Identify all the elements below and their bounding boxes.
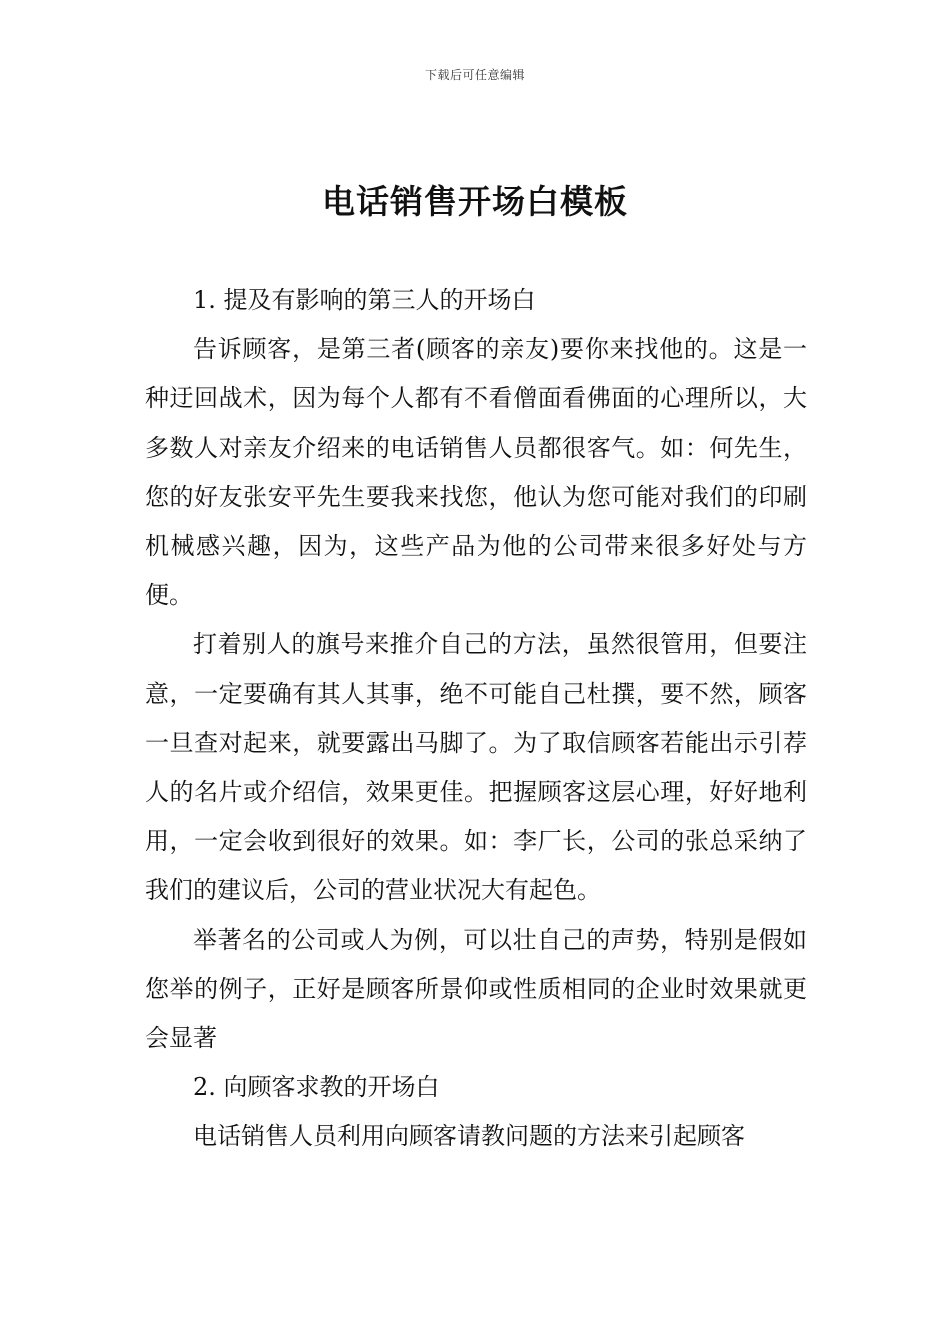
document-title: 电话销售开场白模板: [322, 182, 628, 221]
section-heading-2: 2. 向顾客求教的开场白: [193, 1073, 440, 1102]
paragraph: 打着别人的旗号来推介自己的方法，虽然很管用，但要注意，一定要确有其人其事，绝不可能自己杜撰，要不然，顾客一旦查对起来，就要露出马脚了。为了取信顾客若能出示引荐人的名片或介绍信，效果更佳。把握顾客这层心理，好好地利用，一定会收到很好的效果。如：李厂长，公司的张总采纳了我们的建议后，公司的营业状况大有起色。: [145, 630, 807, 905]
paragraph: 举著名的公司或人为例，可以壮自己的声势，特别是假如您举的例子，正好是顾客所景仰或性质相同的企业时效果就更会显著: [145, 925, 807, 1053]
document-body: [145, 276, 807, 1162]
header-note: 下载后可任意编辑: [424, 68, 525, 82]
section-heading-1: 1. 提及有影响的第三人的开场白: [193, 286, 536, 314]
paragraph: 告诉顾客，是第三者(顾客的亲友)要你来找他的。这是一种迂回战术，因为每个人都有不看僧面看佛面的心理所以，大多数人对亲友介绍来的电话销售人员都很客气。如：何先生，您的好友张安平先生要我来找您，他认为您可能对我们的印刷机械感兴趣，因为，这些产品为他的公司带来很多好处与方便。: [145, 335, 807, 610]
paragraph: 电话销售人员利用向顾客请教问题的方法来引起顾客: [193, 1122, 745, 1151]
